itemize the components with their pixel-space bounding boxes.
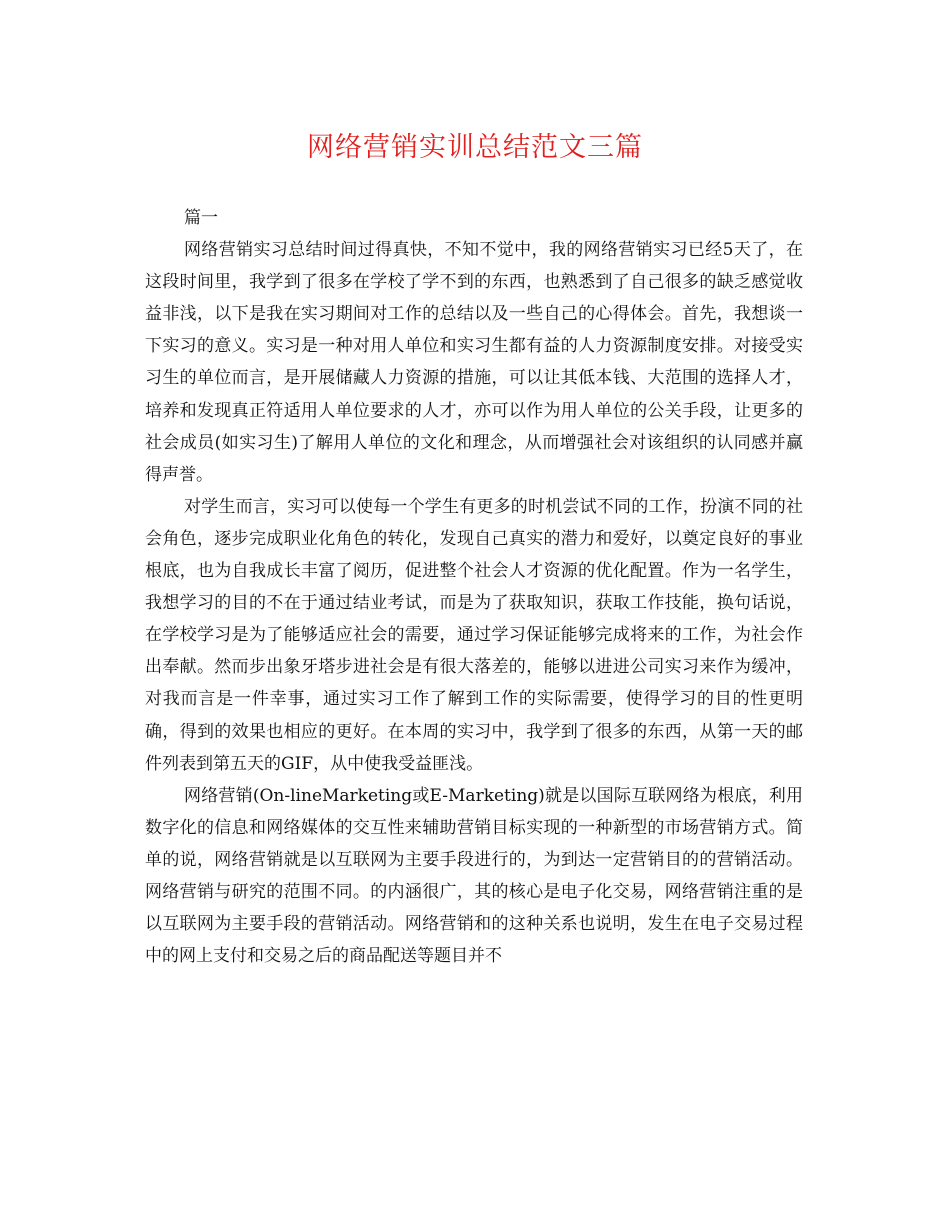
document-title: 网络营销实训总结范文三篇 [307,132,643,163]
paragraph-3: 网络营销(On-lineMarketing或E-Marketing)就是以国际互联网络为根底，利用数字化的信息和网络媒体的交互性来辅助营销目标实现的一种新型的市场营销方式。简单的说，网络营销就是以互联网为主要手段进行的，为到达一定营销目的的营销活动。网络营销与研究的范围不同。的内涵很广，其的核心是电子化交易，网络营销注重的是以互联网为主要手段的营销活动。网络营销和的这种关系也说明，发生在电子交易过程中的网上支付和交易之后的商品配送等题目并不 [145,785,803,967]
document-body [145,202,803,972]
paragraph-2: 对学生而言，实习可以使每一个学生有更多的时机尝试不同的工作，扮演不同的社会角色，逐步完成职业化角色的转化，发现自己真实的潜力和爱好，以奠定良好的事业根底，也为自我成长丰富了阅历，促进整个社会人才资源的优化配置。作为一名学生，我想学习的目的不在于通过结业考试，而是为了获取知识，获取工作技能，换句话说，在学校学习是为了能够适应社会的需要，通过学习保证能够完成将来的工作，为社会作出奉献。然而步出象牙塔步进社会是有很大落差的，能够以进进公司实习来作为缓冲，对我而言是一件幸事，通过实习工作了解到工作的实际需要，使得学习的目的性更明确，得到的效果也相应的更好。在本周的实习中，我学到了很多的东西，从第一天的邮件列表到第五天的GIF，从中使我受益匪浅。 [145,496,803,774]
paragraph-1: 网络营销实习总结时间过得真快，不知不觉中，我的网络营销实习已经5天了，在这段时间里，我学到了很多在学校了学不到的东西，也熟悉到了自己很多的缺乏感觉收益非浅，以下是我在实习期间对工作的总结以及一些自己的心得体会。首先，我想谈一下实习的意义。实习是一种对用人单位和实习生都有益的人力资源制度安排。对接受实习生的单位而言，是开展储藏人力资源的措施，可以让其低本钱、大范围的选择人才，培养和发现真正符适用人单位要求的人才，亦可以作为用人单位的公关手段，让更多的社会成员(如实习生)了解用人单位的文化和理念，从而增强社会对该组织的认同感并赢得声誉。 [145,240,803,485]
section-label: 篇一 [184,208,218,228]
